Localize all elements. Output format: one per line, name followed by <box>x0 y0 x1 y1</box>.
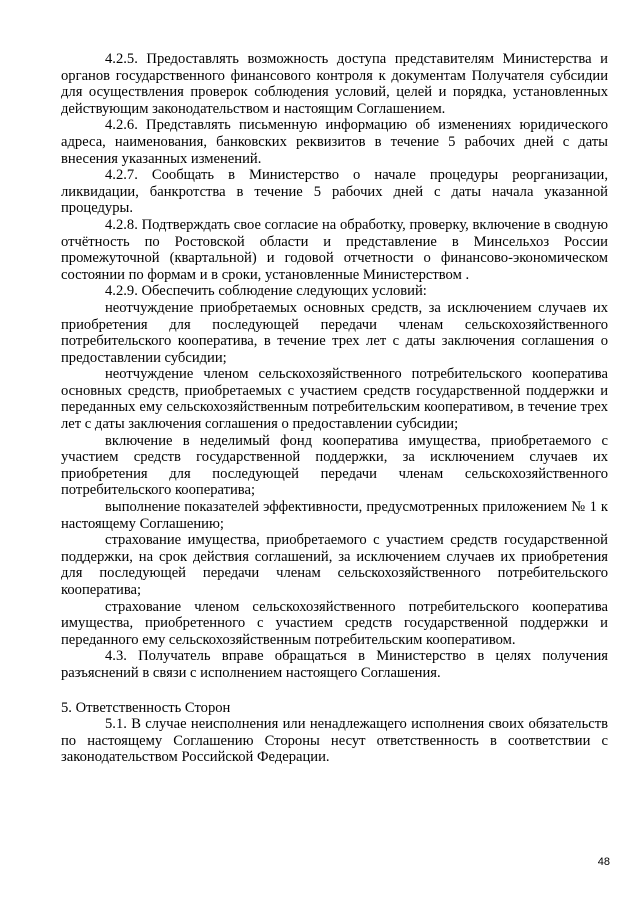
condition-item: страхование имущества, приобретаемого с участием средств государственной поддержки, на срок действия соглашений, за исключением случаев их приобретения для последующей передачи членам сельскохозяйственного потребительского кооператива; <box>61 532 608 598</box>
paragraph-4-2-6: 4.2.6. Представлять письменную информацию об изменениях юридического адреса, наименования, банковских реквизитов в течение 5 рабочих дней с даты внесения указанных изменений. <box>61 117 608 167</box>
paragraph-5-1: 5.1. В случае неисполнения или ненадлежащего исполнения своих обязательств по настоящему Соглашению Стороны несут ответственность в соответствии с законодательством Российской Федерации. <box>61 716 608 766</box>
condition-item: страхование членом сельскохозяйственного потребительского кооператива имущества, приобретенного с участием средств государственной поддержки и переданного ему сельскохозяйственным потребительским кооперативом. <box>61 598 608 648</box>
paragraph-4-2-9: 4.2.9. Обеспечить соблюдение следующих условий: <box>105 283 427 300</box>
paragraph-4-3: 4.3. Получатель вправе обращаться в Министерство в целях получения разъяснений в связи с исполнением настоящего Соглашения. <box>61 648 608 681</box>
paragraph-4-2-5: 4.2.5. Предоставлять возможность доступа представителям Министерства и органов государственного финансового контроля к документам Получателя субсидии для осуществления проверок соблюдения условий, целей и порядка, установленных действующим законодательством и настоящим Соглашением. <box>61 51 608 117</box>
document-body <box>61 51 608 766</box>
paragraph-4-2-7: 4.2.7. Сообщать в Министерство о начале процедуры реорганизации, ликвидации, банкротства в течение 5 рабочих дней с даты начала указанной процедуры. <box>61 167 608 217</box>
page-number: 48 <box>597 856 610 868</box>
section-heading: 5. Ответственность Сторон <box>61 699 231 716</box>
condition-item: выполнение показателей эффективности, предусмотренных приложением № 1 к настоящему Соглашению; <box>61 499 608 532</box>
condition-item: включение в неделимый фонд кооператива имущества, приобретаемого с участием средств государственной поддержки, за исключением случаев их приобретения для последующей передачи членам сельскохозяйственного потребительского кооператива; <box>61 432 608 499</box>
condition-item: неотчуждение приобретаемых основных средств, за исключением случаев их приобретения для последующей передачи членам сельскохозяйственного потребительского кооператива, в течение трех лет с даты заключения соглашения о предоставлении субсидии; <box>61 299 608 366</box>
paragraph-4-2-8: 4.2.8. Подтверждать свое согласие на обработку, проверку, включение в сводную отчётность по Ростовской области и представление в Минсельхоз России промежуточной (квартальной) и годовой отчетности о финансово-экономическом состоянии по формам и в сроки, установленные Министерством . <box>61 216 608 283</box>
condition-item: неотчуждение членом сельскохозяйственного потребительского кооператива основных средств, приобретаемых с участием средств государственной поддержки и переданных ему сельскохозяйственным потребительским кооперативом, в течение трех лет с даты заключения соглашения о предоставлении субсидии; <box>61 366 608 433</box>
